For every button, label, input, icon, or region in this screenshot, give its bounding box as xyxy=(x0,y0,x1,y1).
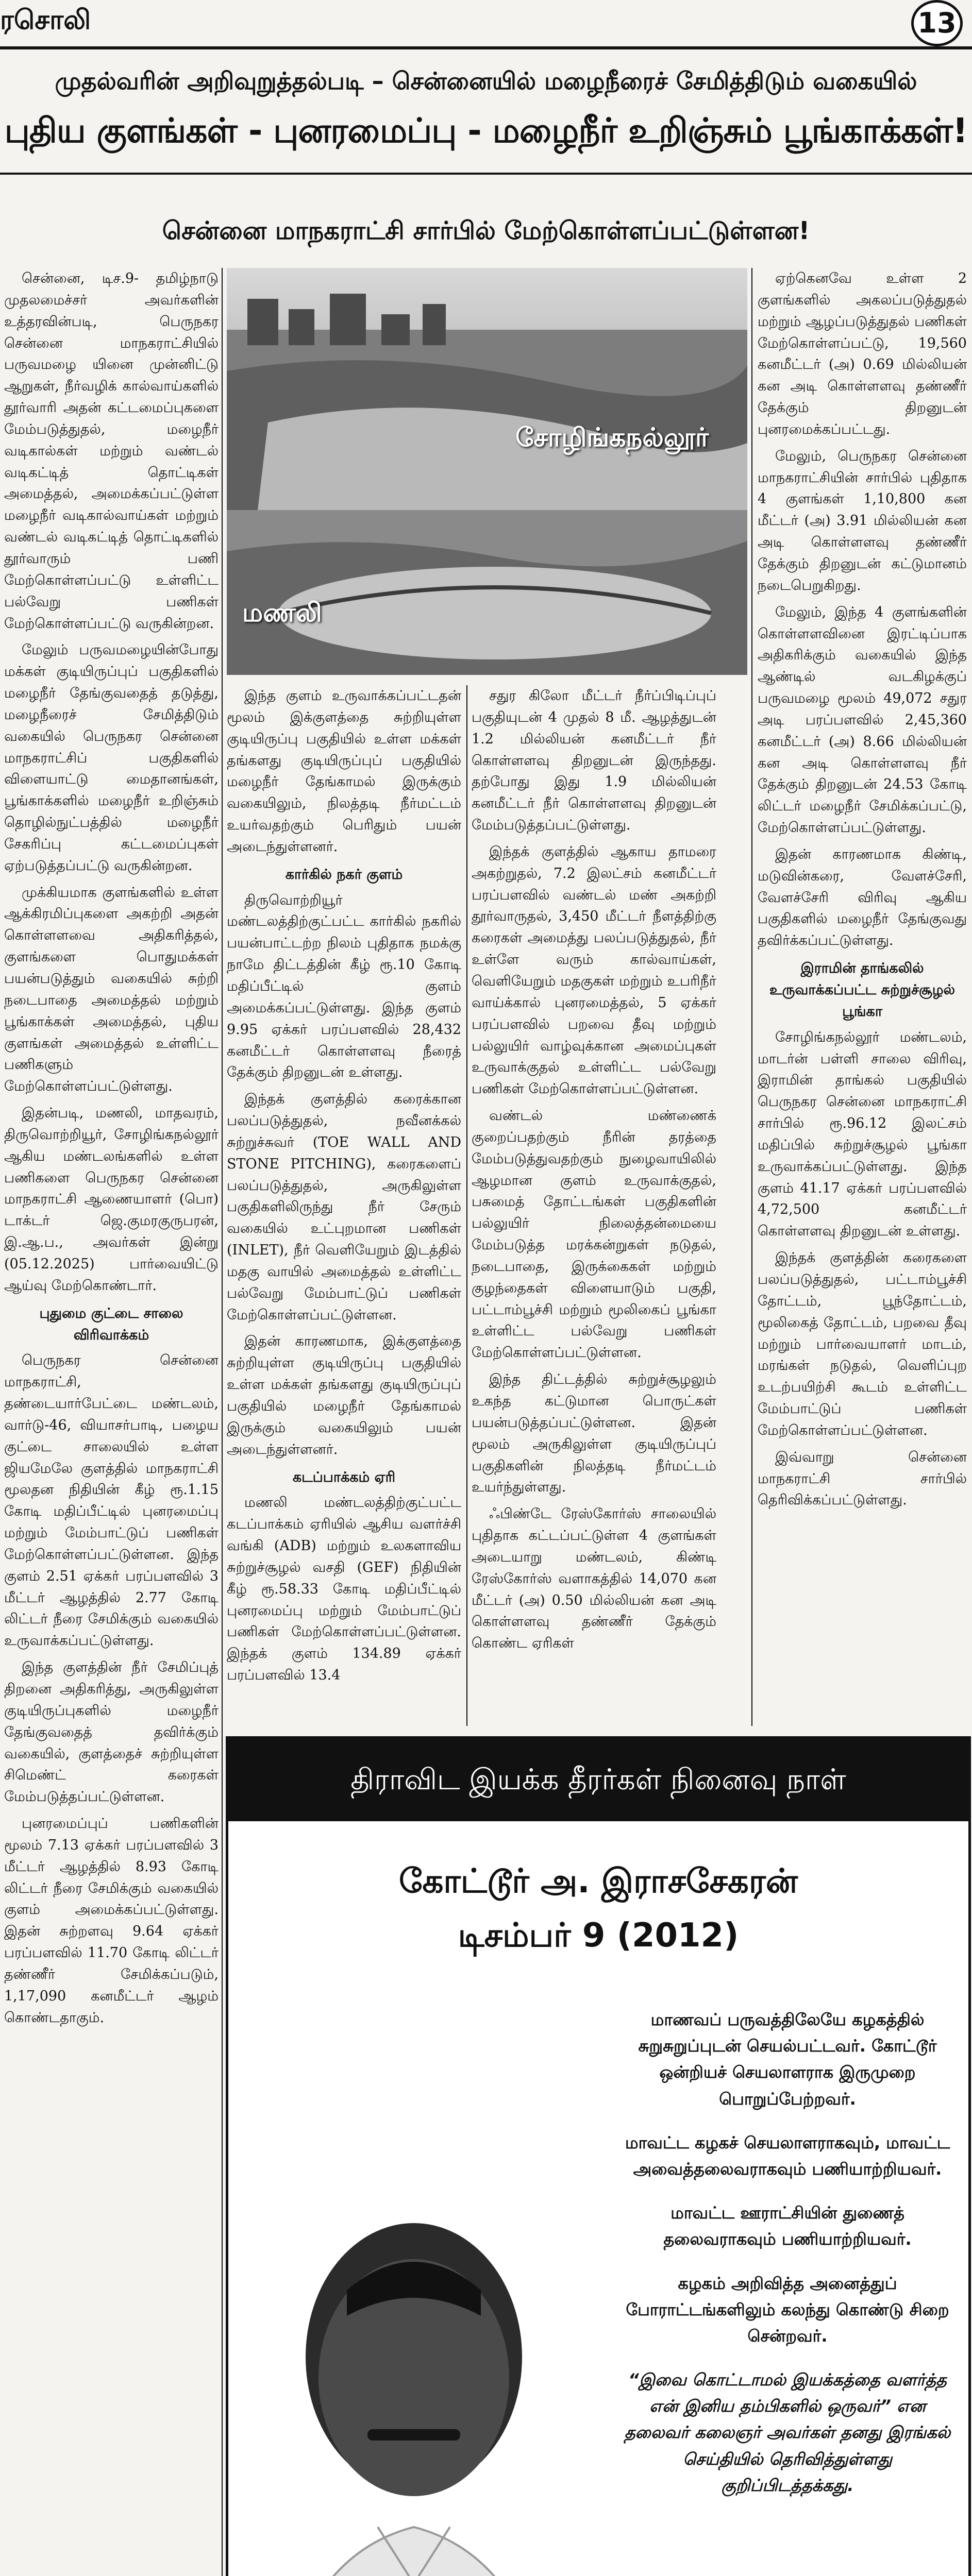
article-headline: புதிய குளங்கள் - புனரமைப்பு - மழைநீர் உறிஞ்சும் பூங்காக்கள்! xyxy=(4,111,968,150)
col3-paragraph: ஃபிண்டே ரேஸ்கோர்ஸ் சாலையில் புதிதாக கட்டப்பட்டுள்ள 4 குளங்கள் அடையாறு மண்டலம், கிண்டி ரேஸ்கோர்ஸ் வளாகத்தில் 14,070 கன மீட்டர் (அ) 0.50 மில்லியன் கன அடி கொள்ளளவு தண்ணீர் தேக்கும் கொண்ட ஏரிகள் xyxy=(472,1506,716,1652)
headline-rule xyxy=(0,173,972,175)
col2-section-heading: கடப்பாக்கம் ஏரி xyxy=(292,1469,396,1485)
col4-paragraph: ஏற்கெனவே உள்ள 2 குளங்களில் அகலப்படுத்துதல் மற்றும் ஆழப்படுத்துதல் பணிகள் மேற்கொள்ளப்பட்டு, 19,560 கனமீட்டர் (அ) 0.69 மில்லியன் கன அடி கொள்ளளவு தண்ணீர் தேக்கும் திறனுடன் புனரமைக்கப்பட்டது. xyxy=(758,270,967,437)
bio-paragraph: கழகம் அறிவித்த அனைத்துப் போராட்டங்களிலும் கலந்து கொண்டு சிறை சென்றவர். xyxy=(626,2273,949,2346)
col1-paragraph: புனரமைப்புப் பணிகளின் மூலம் 7.13 ஏக்கர் பரப்பளவில் 3 மீட்டர் ஆழத்தில் 8.93 கோடி லிட்டர் நீரை சேமிக்கும் வகையில் குளம் அமைக்கப்பட்டுள்ளது. இதன் சுற்றளவு 9.64 ஏக்கர் பரப்பளவில் 11.70 கோடி லிட்டர் தண்ணீர் சேமிக்கப்படும், 1,17,090 கனமீட்டர் ஆழம் கொண்டதாகும். xyxy=(4,1816,219,2026)
col3-paragraph: இந்த திட்டத்தில் சுற்றுச்சூழலும் உகந்த கட்டுமான பொருட்கள் பயன்படுத்தப்பட்டுள்ளன. இதன் மூலம் அருகிலுள்ள குடியிருப்புப் பகுதிகளின் நிலத்தடி நீர்மட்டம் உயர்ந்துள்ளது. xyxy=(472,1371,716,1496)
tribute-person-name: கோட்டூர் அ. இராசசேகரன் xyxy=(399,1862,798,1901)
photo-sholinganallur xyxy=(227,268,747,510)
col3-paragraph: இந்தக் குளத்தில் ஆகாய தாமரை அகற்றுதல், 7.2 இலட்சம் கனமீட்டர் பரப்பளவில் வண்டல் மண் அகற்றி தூர்வாருதல், 3,450 மீட்டர் நீளத்திற்கு கரைகள் அமைத்து பலப்படுத்துதல், நீர் உள்ளே வரும் கால்வாய்கள், வெளியேறும் மதகுகள் மற்றும் உபரிநீர் வாய்க்கால் புனரமைத்தல், 5 ஏக்கர் பரப்பளவில் பறவை தீவு மற்றும் பல்லுயிர் வாழ்வுக்கான அமைப்புகள் உருவாக்குதல் உள்ளிட்ட பல்வேறு பணிகள் மேற்கொள்ளப்பட்டுள்ளன. xyxy=(472,843,716,1097)
article-subhead: சென்னை மாநகராட்சி சார்பில் மேற்கொள்ளப்பட்டுள்ளன! xyxy=(162,216,810,245)
col2-paragraph: இந்த குளம் உருவாக்கப்பட்டதன் மூலம் இக்குளத்தை சுற்றியுள்ள குடியிருப்பு பகுதியில் உள்ள மக்கள் தங்களது குடியிருப்புப் பகுதியில் மழைநீர் தேங்காமல் இருக்கும் வகையிலும், நிலத்தடி நீர்மட்டம் உயர்வதற்கும் பெரிதும் பயன் அடைந்துள்ளனர். xyxy=(227,688,461,855)
col2-paragraph: இந்தக் குளத்தில் கரைக்கான பலப்படுத்துதல், நவீனக்கல் சுற்றுச்சுவர் (TOE WALL AND STONE PITCHING), கரைகளைப் பலப்படுத்துதல், அருகிலுள்ள பகுதிகளிலிருந்து நீர் சேரும் வகையில் உட்புறமான பணிகள் (INLET), நீர் வெளியேறும் இடத்தில் மதகு வாயில் அமைத்தல் உள்ளிட்ட பல்வேறு மேம்பாட்டுப் பணிகள் மேற்கொள்ளப்பட்டுள்ளன. xyxy=(227,1091,461,1323)
bio-paragraph: மாவட்ட கழகச் செயலாளராகவும், மாவட்ட அவைத்தலைவராகவும் பணியாற்றியவர். xyxy=(625,2132,950,2179)
col4-paragraph: இதன் காரணமாக கிண்டி, மடுவின்கரை, வேளச்சேரி, வேளச்சேரி விரிவு ஆகிய பகுதிகளில் மழைநீர் தேங்குவது தவிர்க்கப்பட்டுள்ளது. xyxy=(758,846,967,949)
portrait-illustration xyxy=(239,2048,589,2576)
masthead xyxy=(0,0,972,49)
bio-paragraph: மாவட்ட ஊராட்சியின் துணைத் தலைவராகவும் பணியாற்றியவர். xyxy=(663,2203,912,2249)
tribute-banner: திராவிட இயக்க தீரர்கள் நினைவு நாள் xyxy=(228,1739,968,1821)
column-divider xyxy=(222,268,223,2576)
newspaper-name: ரசொலி xyxy=(0,4,91,36)
photo-caption-sholinganallur: சோழிங்கநல்லூர் xyxy=(515,422,709,452)
col1-paragraph: மேலும் பருவமழையின்போது மக்கள் குடியிருப்புப் பகுதிகளில் மழைநீர் தேங்குவதைத் தடுத்து, மழைநீரைச் சேமித்திடும் வகையில் பெருநகர சென்னை மாநகராட்சிப் பகுதிகளில் விளையாட்டு மைதானங்கள், பூங்காக்களில் மழைநீர் உறிஞ்சும் தொழில்நுட்பத்தில் மழைநீர் சேகரிப்பு கட்டமைப்புகள் ஏற்படுத்தப்பட்டு வருகின்றன. xyxy=(4,642,219,874)
col1-paragraph: பெருநகர சென்னை மாநகராட்சி, தண்டையார்பேட்டை மண்டலம், வார்டு-46, வியாசர்பாடி, பழைய குட்டை சாலையில் உள்ள ஜியமேலே குளத்தில் மாநகராட்சி மூலதன நிதியின் கீழ் ரூ.1.15 கோடி மதிப்பீட்டில் புனரமைப்பு மற்றும் மேம்பாட்டுப் பணிகள் மேற்கொள்ளப்பட்டுள்ளன. இந்த குளம் 2.51 ஏக்கர் பரப்பளவில் 3 மீட்டர் ஆழத்தில் 2.77 கோடி லிட்டர் நீரை சேமிக்கும் வகையில் உருவாக்கப்பட்டுள்ளது. xyxy=(4,1352,219,1649)
col4-paragraph: இந்தக் குளத்தின் கரைகளை பலப்படுத்துதல், பட்டாம்பூச்சி தோட்டம், பூந்தோட்டம், மூலிகைத் தோட்டம், பறவை தீவு மற்றும் பார்வையாளர் மாடம், மரங்கள் நடுதல், வெளிப்புற உடற்பயிற்சி கூடம் உள்ளிட்ட மேம்பாட்டுப் பணிகள் மேற்கொள்ளப்பட்டுள்ளன. xyxy=(758,1250,967,1438)
article-column-4 xyxy=(758,268,967,1726)
aerial-photo-illustration xyxy=(227,268,747,510)
col1-paragraph: இதன்படி, மணலி, மாதவரம், திருவொற்றியூர், சோழிங்கநல்லூர் ஆகிய மண்டலங்களில் உள்ள பணிகளை பெருநகர சென்னை மாநகராட்சி ஆணையாளர் (பொ) டாக்டர் ஜெ.குமரகுருபரன், இ.ஆ.ப., அவர்கள் இன்று (05.12.2025) பார்வையிட்டு ஆய்வு மேற்கொண்டார். xyxy=(4,1105,219,1294)
tribute-biography xyxy=(620,2007,955,2516)
col1-paragraph: இந்த குளத்தின் நீர் சேமிப்புத் திறனை அதிகரித்து, அருகிலுள்ள குடியிருப்புகளில் மழைநீர் தேங்குவதைத் தவிர்க்கும் வகையில், குளத்தைச் சுற்றியுள்ள சிமெண்ட் கரைகள் மேம்படுத்தப்பட்டுள்ளன. xyxy=(4,1659,219,1805)
page-number-badge: 13 xyxy=(911,0,963,46)
col1-paragraph: சென்னை, டிச.9- தமிழ்நாடு முதலமைச்சர் அவர்களின் உத்தரவின்படி, பெருநகர சென்னை மாநகராட்சியில் பருவமழை யினை முன்னிட்டு ஆறுகள், நீர்வழிக் கால்வாய்களில் தூர்வாரி அதன் கட்டமைப்புகளை மேம்படுத்துதல், மழைநீர் வடிகால்கள் மற்றும் வண்டல் வடிகட்டித் தொட்டிகள் அமைத்தல், அமைக்கப்பட்டுள்ள மழைநீர் வடிகால்வாய்கள் மற்றும் வண்டல் வடிகட்டித் தொட்டிகளில் தூர்வாரும் பணி மேற்கொள்ளப்பட்டு உள்ளிட்ட பல்வேறு பணிகள் மேற்கொள்ளப்பட்டு வருகின்றன. xyxy=(4,270,219,632)
bio-quote: “இவை கொட்டாமல் இயக்கத்தை வளர்த்த என் இனிய தம்பிகளில் ஒருவர்” என தலைவர் கலைஞர் அவர்கள் தனது இரங்கல் செய்தியில் தெரிவித்துள்ளது குறிப்பிடத்தக்கது. xyxy=(624,2370,951,2495)
col4-paragraph: மேலும், பெருநகர சென்னை மாநகராட்சியின் சார்பில் புதிதாக 4 குளங்கள் 1,10,800 கன மீட்டர் (அ) 3.91 மில்லியன் கன அடி கொள்ளளவு தண்ணீர் தேக்கும் திறனுடன் கட்டுமானம் நடைபெறுகிறது. xyxy=(758,448,967,594)
article-column-3 xyxy=(472,685,716,1726)
col2-paragraph: மணலி மண்டலத்திற்குட்பட்ட கடப்பாக்கம் ஏரியில் ஆசிய வளர்ச்சி வங்கி (ADB) மற்றும் உலகளாவிய சுற்றுச்சூழல் வசதி (GEF) நிதியின் கீழ் ரூ.58.33 கோடி மதிப்பீட்டில் புனரமைப்பு மற்றும் மேம்பாட்டுப் பணிகள் மேற்கொள்ளப்பட்டுள்ளன. இந்தக் குளம் 134.89 ஏக்கர் பரப்பளவில் 13.4 xyxy=(227,1495,461,1684)
col2-paragraph: திருவொற்றியூர் மண்டலத்திற்குட்பட்ட கார்கில் நகரில் பயன்பாட்டற்ற நிலம் புதிதாக நமக்கு நாமே திட்டத்தின் கீழ் ரூ.10 கோடி மதிப்பீட்டில் குளம் அமைக்கப்பட்டுள்ளது. இந்த குளம் 9.95 ஏக்கர் பரப்பளவில் 28,432 கனமீட்டர் கொள்ளளவு நீரைத் தேக்கும் திறனுடன் உள்ளது. xyxy=(227,892,461,1081)
portrait-photo xyxy=(239,2048,589,2576)
photo-manali xyxy=(227,510,747,675)
article-column-2 xyxy=(227,685,461,1726)
col4-paragraph: மேலும், இந்த 4 குளங்களின் கொள்ளளவினை இரட்டிப்பாக அதிகரிக்கும் வகையில் இந்த ஆண்டில் வடகிழக்குப் பருவமழை மூலம் 49,072 சதுர அடி பரப்பளவில் 2,45,360 கனமீட்டர் (அ) 8.66 மில்லியன் கன அடி கொள்ளளவு நீர் தேக்கும் திறனுடன் 24.53 கோடி லிட்டர் மழைநீர் சேமிக்கப்பட்டு, மேற்கொள்ளப்பட்டுள்ளது. xyxy=(758,604,967,836)
article-kicker: முதல்வரின் அறிவுறுத்தல்படி – சென்னையில் மழைநீரைச் சேமித்திடும் வகையில் xyxy=(55,67,917,95)
column-divider xyxy=(466,685,467,1726)
col2-paragraph: இதன் காரணமாக, இக்குளத்தை சுற்றியுள்ள குடியிருப்பு பகுதியில் உள்ள மக்கள் தங்களது குடியிருப்புப் பகுதியில் மழைநீர் தேங்காமல் இருக்கும் வகையிலும் பயன் அடைந்துள்ளனர். xyxy=(227,1333,461,1458)
col1-paragraph: முக்கியமாக குளங்களில் உள்ள ஆக்கிரமிப்புகளை அகற்றி அதன் கொள்ளளவை அதிகரித்தல், குளங்களை பொதுமக்கள் பயன்படுத்தும் வகையில் சுற்றி நடைபாதை அமைத்தல் மற்றும் பூங்காக்கள் அமைத்தல், புதிய குளங்கள் அமைத்தல் உள்ளிட்ட பணிகளும் மேற்கொள்ளப்பட்டுள்ளது. xyxy=(4,884,219,1095)
article-column-1 xyxy=(4,268,219,2576)
col1-section-heading: புதுமை குட்டை சாலை விரிவாக்கம் xyxy=(39,1305,183,1343)
bio-paragraph: மாணவப் பருவத்திலேயே கழகத்தில் சுறுசுறுப்புடன் செயல்பட்டவர். கோட்டூர் ஒன்றியச் செயலாளராக இருமுறை பொறுப்பேற்றவர். xyxy=(638,2010,937,2109)
column-divider xyxy=(751,268,752,1726)
aerial-photo-illustration xyxy=(227,510,747,675)
photo-caption-manali: மணலி xyxy=(242,598,322,628)
col4-paragraph: சோழிங்கநல்லூர் மண்டலம், மாடர்ன் பள்ளி சாலை விரிவு, இராமின் தாங்கல் பகுதியில் பெருநகர சென்னை மாநகராட்சி சார்பில் ரூ.96.12 இலட்சம் மதிப்பில் சுற்றுச்சூழல் பூங்கா உருவாக்கப்பட்டுள்ளது. இந்த குளம் 41.17 ஏக்கர் பரப்பளவில் 4,72,500 கனமீட்டர் கொள்ளளவு திறனுடன் உள்ளது. xyxy=(758,1029,967,1240)
memorial-tribute-box xyxy=(226,1736,971,2576)
tribute-date: டிசம்பர் 9 (2012) xyxy=(458,1917,739,1955)
col4-section-heading: இராமின் தாங்கலில் உருவாக்கப்பட்ட சுற்றுச்சூழல் பூங்கா xyxy=(769,960,956,1020)
col3-paragraph: சதுர கிலோ மீட்டர் நீர்ப்பிடிப்புப் பகுதியுடன் 4 முதல் 8 மீ. ஆழத்துடன் 1.2 மில்லியன் கனமீட்டர் நீர் கொள்ளளவு திறனுடன் இருந்தது. தற்போது இது 1.9 மில்லியன் கனமீட்டர் நீர் கொள்ளளவு திறனுடன் மேம்படுத்தப்பட்டுள்ளது. xyxy=(472,688,716,834)
col2-section-heading: கார்கில் நகர் குளம் xyxy=(285,866,403,883)
col4-paragraph: இவ்வாறு சென்னை மாநகராட்சி சார்பில் தெரிவிக்கப்பட்டுள்ளது. xyxy=(758,1449,967,1509)
col3-paragraph: வண்டல் மண்ணைக் குறைப்பதற்கும் நீரின் தரத்தை மேம்படுத்துவதற்கும் நுழைவாயிலில் ஆழமான குளம் உருவாக்குதல், பசுமைத் தோட்டங்கள் பகுதிகளின் பல்லுயிர் நிலைத்தன்மையை மேம்படுத்த மரக்கன்றுகள் நடுதல், நடைபாதை, இருக்கைகள் மற்றும் குழந்தைகள் விளையாடும் பகுதி, பட்டாம்பூச்சி மற்றும் மூலிகைப் பூங்கா உள்ளிட்ட பல்வேறு பணிகள் மேற்கொள்ளப்பட்டுள்ளன. xyxy=(472,1108,716,1361)
